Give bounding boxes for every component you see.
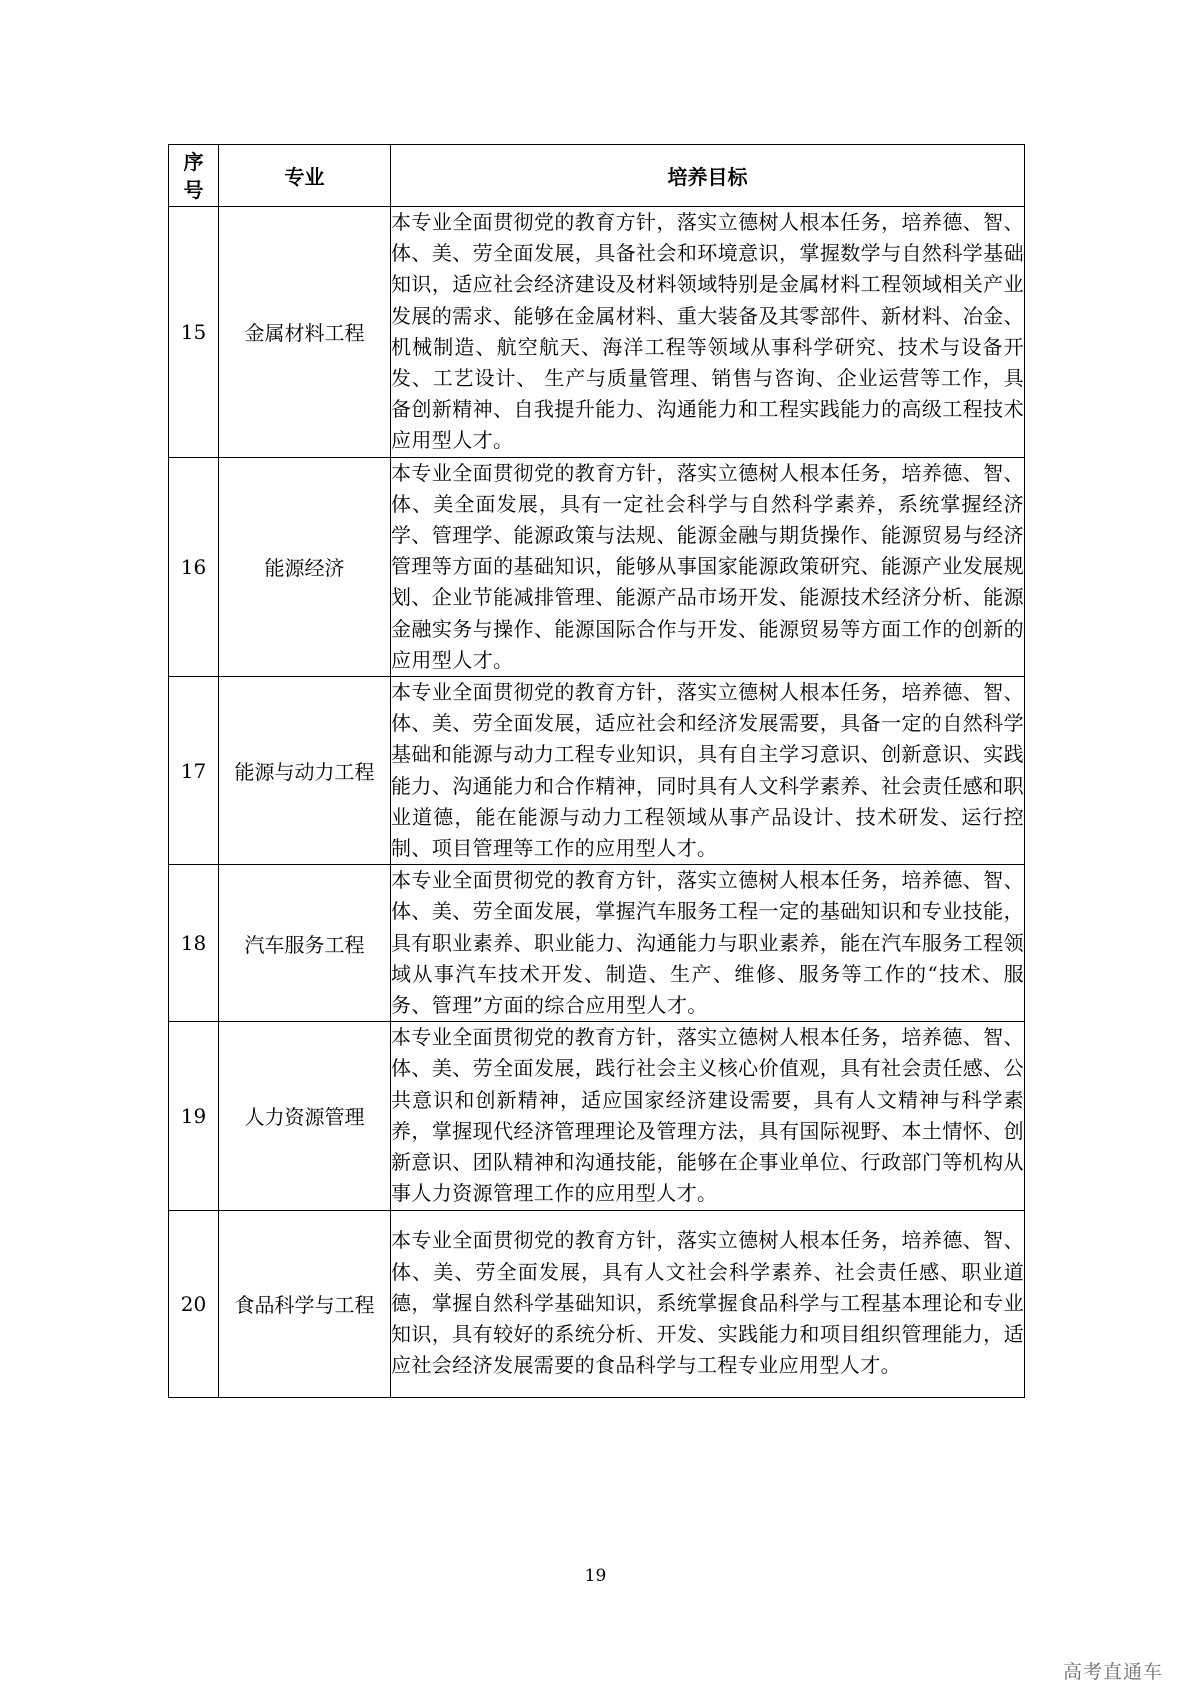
table-row bbox=[169, 457, 1025, 676]
watermark-text: 高考直通车 bbox=[1062, 1661, 1163, 1683]
header-number-label: 序 号 bbox=[183, 149, 204, 202]
header-number bbox=[169, 145, 219, 207]
row-number: 15 bbox=[169, 207, 219, 458]
table-row bbox=[169, 1210, 1025, 1397]
row-goal: 本专业全面贯彻党的教育方针，落实立德树人根本任务，培养德、智、体、美全面发展，具有一定社会科学与自然科学素养，系统掌握经济学、管理学、能源政策与法规、能源金融与期货操作、能源贸易与经济管理等方面的基础知识，能够从事国家能源政策研究、能源产业发展规划、企业节能减排管理、能源产品市场开发、能源技术经济分析、能源金融实务与操作、能源国际合作与开发、能源贸易等方面工作的创新的应用型人才。 bbox=[391, 457, 1025, 676]
row-goal: 本专业全面贯彻党的教育方针，落实立德树人根本任务，培养德、智、体、美、劳全面发展，具有人文社会科学素养、社会责任感、职业道德，掌握自然科学基础知识，系统掌握食品科学与工程基本理论和专业知识，具有较好的系统分析、开发、实践能力和项目组织管理能力，适应社会经济发展需要的食品科学与工程专业应用型人才。 bbox=[391, 1210, 1025, 1397]
page-number: 19 bbox=[584, 1566, 607, 1586]
row-major: 金属材料工程 bbox=[219, 207, 391, 458]
row-major: 人力资源管理 bbox=[219, 1022, 391, 1210]
row-major: 能源与动力工程 bbox=[219, 677, 391, 865]
training-goals-table bbox=[168, 144, 1025, 1398]
table-header-row bbox=[169, 145, 1025, 207]
table-row bbox=[169, 1022, 1025, 1210]
row-goal: 本专业全面贯彻党的教育方针，落实立德树人根本任务，培养德、智、体、美、劳全面发展，具备社会和环境意识，掌握数学与自然科学基础知识，适应社会经济建设及材料领域特别是金属材料工程领域相关产业发展的需求、能够在金属材料、重大装备及其零部件、新材料、冶金、机械制造、航空航天、海洋工程等领域从事科学研究、技术与设备开发、工艺设计、 生产与质量管理、销售与咨询、企业运营等工作，具备创新精神、自我提升能力、沟通能力和工程实践能力的高级工程技术应用型人才。 bbox=[391, 207, 1025, 458]
row-major: 食品科学与工程 bbox=[219, 1210, 391, 1397]
row-number: 20 bbox=[169, 1210, 219, 1397]
row-number: 17 bbox=[169, 677, 219, 865]
row-number: 19 bbox=[169, 1022, 219, 1210]
row-major: 能源经济 bbox=[219, 457, 391, 676]
row-goal: 本专业全面贯彻党的教育方针，落实立德树人根本任务，培养德、智、体、美、劳全面发展，适应社会和经济发展需要，具备一定的自然科学基础和能源与动力工程专业知识，具有自主学习意识、创新意识、实践能力、沟通能力和合作精神，同时具有人文科学素养、社会责任感和职业道德，能在能源与动力工程领域从事产品设计、技术研发、运行控制、项目管理等工作的应用型人才。 bbox=[391, 677, 1025, 865]
row-major: 汽车服务工程 bbox=[219, 865, 391, 1022]
table-row bbox=[169, 677, 1025, 865]
row-goal: 本专业全面贯彻党的教育方针，落实立德树人根本任务，培养德、智、体、美、劳全面发展，掌握汽车服务工程一定的基础知识和专业技能，具有职业素养、职业能力、沟通能力与职业素养，能在汽车服务工程领域从事汽车技术开发、制造、生产、维修、服务等工作的“技术、服务、管理”方面的综合应用型人才。 bbox=[391, 865, 1025, 1022]
header-major: 专业 bbox=[219, 145, 391, 207]
row-number: 16 bbox=[169, 457, 219, 676]
row-goal: 本专业全面贯彻党的教育方针，落实立德树人根本任务，培养德、智、体、美、劳全面发展，践行社会主义核心价值观，具有社会责任感、公共意识和创新精神，适应国家经济建设需要，具有人文精神与科学素养，掌握现代经济管理理论及管理方法，具有国际视野、本土情怀、创新意识、团队精神和沟通技能，能够在企事业单位、行政部门等机构从事人力资源管理工作的应用型人才。 bbox=[391, 1022, 1025, 1210]
table-row bbox=[169, 207, 1025, 458]
row-number: 18 bbox=[169, 865, 219, 1022]
header-goal: 培养目标 bbox=[391, 145, 1025, 207]
table-row bbox=[169, 865, 1025, 1022]
